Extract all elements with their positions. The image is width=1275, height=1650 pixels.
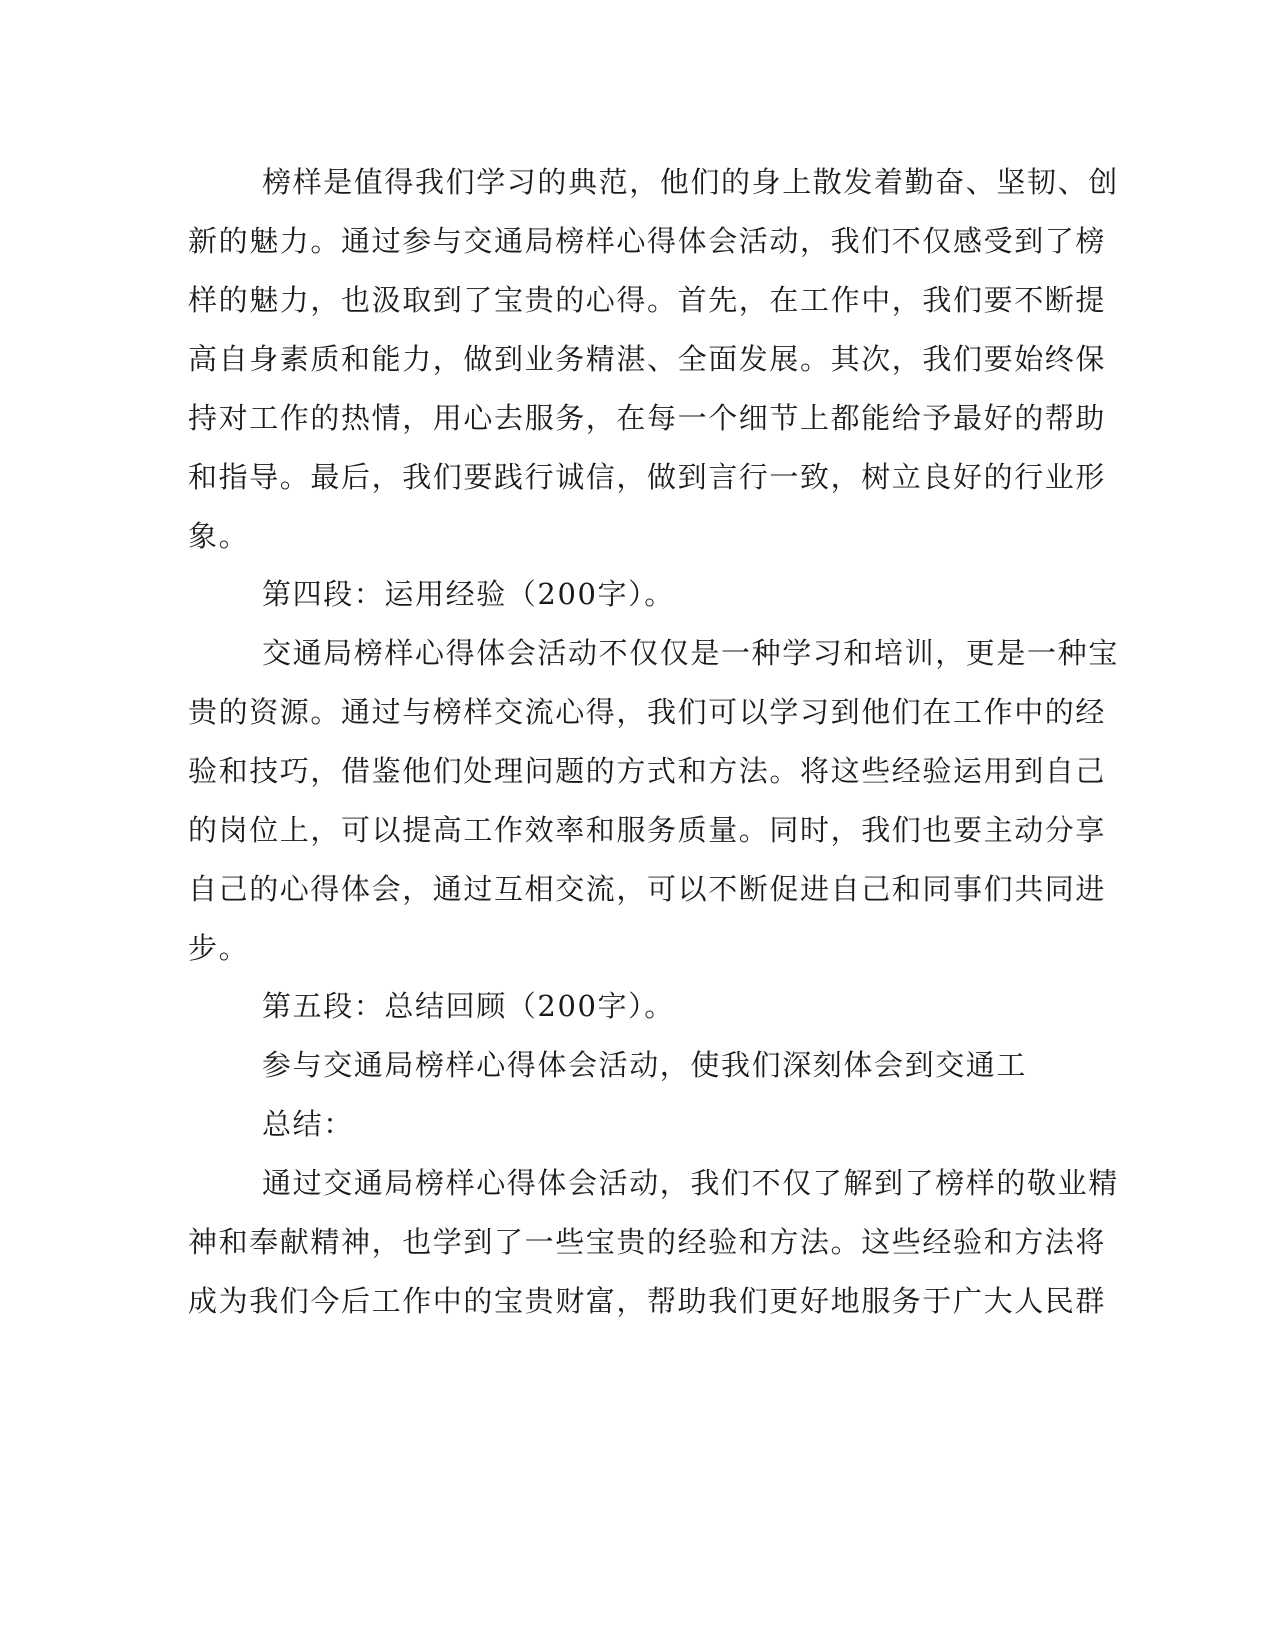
paragraph-line: 榜样是值得我们学习的典范，他们的身上散发着勤奋、坚韧、创 bbox=[262, 165, 1119, 199]
paragraph-line: 成为我们今后工作中的宝贵财富，帮助我们更好地服务于广大人民群 bbox=[188, 1284, 1107, 1318]
paragraph-line: 神和奉献精神，也学到了一些宝贵的经验和方法。这些经验和方法将 bbox=[188, 1225, 1107, 1259]
paragraph-line: 步。 bbox=[188, 931, 250, 965]
paragraph-line: 自己的心得体会，通过互相交流，可以不断促进自己和同事们共同进 bbox=[188, 872, 1107, 906]
paragraph-line: 贵的资源。通过与榜样交流心得，我们可以学习到他们在工作中的经 bbox=[188, 695, 1107, 729]
paragraph-line: 验和技巧，借鉴他们处理问题的方式和方法。将这些经验运用到自己 bbox=[188, 754, 1107, 788]
paragraph-line: 通过交通局榜样心得体会活动，我们不仅了解到了榜样的敬业精 bbox=[262, 1166, 1119, 1200]
section-heading: 第五段：总结回顾（200字）。 bbox=[262, 989, 675, 1023]
paragraph-line: 的岗位上，可以提高工作效率和服务质量。同时，我们也要主动分享 bbox=[188, 813, 1107, 847]
summary-heading: 总结： bbox=[262, 1107, 354, 1141]
paragraph-line: 和指导。最后，我们要践行诚信，做到言行一致，树立良好的行业形 bbox=[188, 460, 1107, 494]
paragraph-line: 象。 bbox=[188, 519, 250, 553]
paragraph-line: 高自身素质和能力，做到业务精湛、全面发展。其次，我们要始终保 bbox=[188, 342, 1107, 376]
paragraph-line: 持对工作的热情，用心去服务，在每一个细节上都能给予最好的帮助 bbox=[188, 401, 1107, 435]
paragraph-line: 样的魅力，也汲取到了宝贵的心得。首先，在工作中，我们要不断提 bbox=[188, 283, 1107, 317]
paragraph-line: 参与交通局榜样心得体会活动，使我们深刻体会到交通工 bbox=[262, 1048, 1028, 1082]
paragraph-line: 交通局榜样心得体会活动不仅仅是一种学习和培训，更是一种宝 bbox=[262, 636, 1119, 670]
paragraph-line: 新的魅力。通过参与交通局榜样心得体会活动，我们不仅感受到了榜 bbox=[188, 224, 1107, 258]
section-heading: 第四段：运用经验（200字）。 bbox=[262, 577, 675, 611]
